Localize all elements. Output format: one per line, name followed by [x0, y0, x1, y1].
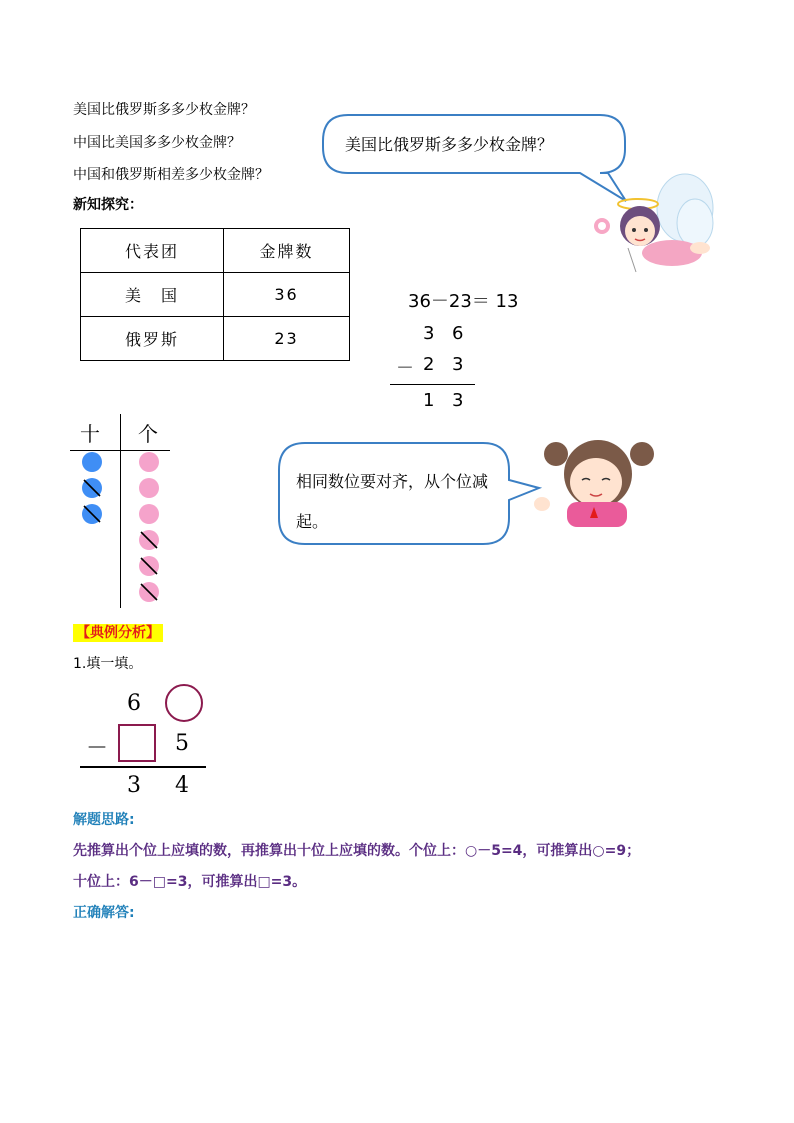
vertical-row2-tens: 2 [423, 354, 435, 375]
question-2: 中国比美国多多少枚金牌？ [73, 135, 241, 151]
section-new-heading: 新知探究： [73, 197, 143, 213]
vertical-result-ones: 3 [452, 390, 464, 411]
table-header-count: 金牌数 [224, 229, 350, 273]
vertical-divider [390, 384, 475, 385]
medal-table [80, 228, 350, 361]
example-result-ones: 4 [175, 773, 189, 798]
vertical-row1-ones: 6 [452, 323, 464, 344]
ones-counter [139, 504, 159, 524]
speech-bubble-1-text: 美国比俄罗斯多多少枚金牌？ [345, 135, 554, 154]
place-chart-vline [120, 414, 121, 608]
ones-counter-crossed [139, 582, 159, 602]
ones-counter-crossed [139, 530, 159, 550]
question-3: 中国和俄罗斯相差多少枚金牌？ [73, 167, 269, 183]
table-row [81, 273, 350, 317]
ones-counter-crossed [139, 556, 159, 576]
example-top-digit: 6 [127, 691, 141, 716]
example-divider [80, 766, 206, 768]
solution-line-2: 十位上：6－□=3，可推算出□=3。 [73, 874, 307, 890]
equation: 36－23＝ 13 [408, 291, 519, 312]
tens-counter-crossed [82, 504, 102, 524]
ones-counter [139, 452, 159, 472]
table-cell-team: 俄罗斯 [81, 317, 224, 361]
blank-circle [165, 684, 203, 722]
section-example-label: 【典例分析】 [73, 624, 163, 642]
question-1: 美国比俄罗斯多多少枚金牌？ [73, 102, 255, 118]
tens-counter-crossed [82, 478, 102, 498]
table-cell-team: 美 国 [81, 273, 224, 317]
speech-bubble-2-text: 相同数位要对齐，从个位减起。 [296, 472, 489, 531]
example-result-tens: 3 [127, 773, 141, 798]
solution-line-1: 先推算出个位上应填的数，再推算出十位上应填的数。个位上：○－5=4，可推算出○=9； [73, 843, 641, 859]
table-header-row [81, 229, 350, 273]
ones-label: 个 [138, 422, 158, 446]
table-cell-count: 36 [224, 273, 350, 317]
vertical-minus-sign: － [396, 358, 414, 379]
blank-square [118, 724, 156, 762]
angel-illustration [590, 168, 720, 280]
ones-counter [139, 478, 159, 498]
solution-heading: 解题思路: [73, 812, 135, 828]
answer-heading: 正确解答: [73, 905, 135, 921]
example-title: 1.填一填。 [73, 656, 143, 672]
vertical-row2-ones: 3 [452, 354, 464, 375]
table-cell-count: 23 [224, 317, 350, 361]
girl-illustration [532, 432, 662, 527]
example-mid-digit: 5 [175, 731, 189, 756]
table-header-team: 代表团 [81, 229, 224, 273]
vertical-row1-tens: 3 [423, 323, 435, 344]
section-example-heading [73, 624, 163, 642]
table-row [81, 317, 350, 361]
vertical-result-tens: 1 [423, 390, 435, 411]
example-minus-sign: － [86, 736, 109, 761]
tens-label: 十 [80, 422, 100, 446]
tens-counter [82, 452, 102, 472]
